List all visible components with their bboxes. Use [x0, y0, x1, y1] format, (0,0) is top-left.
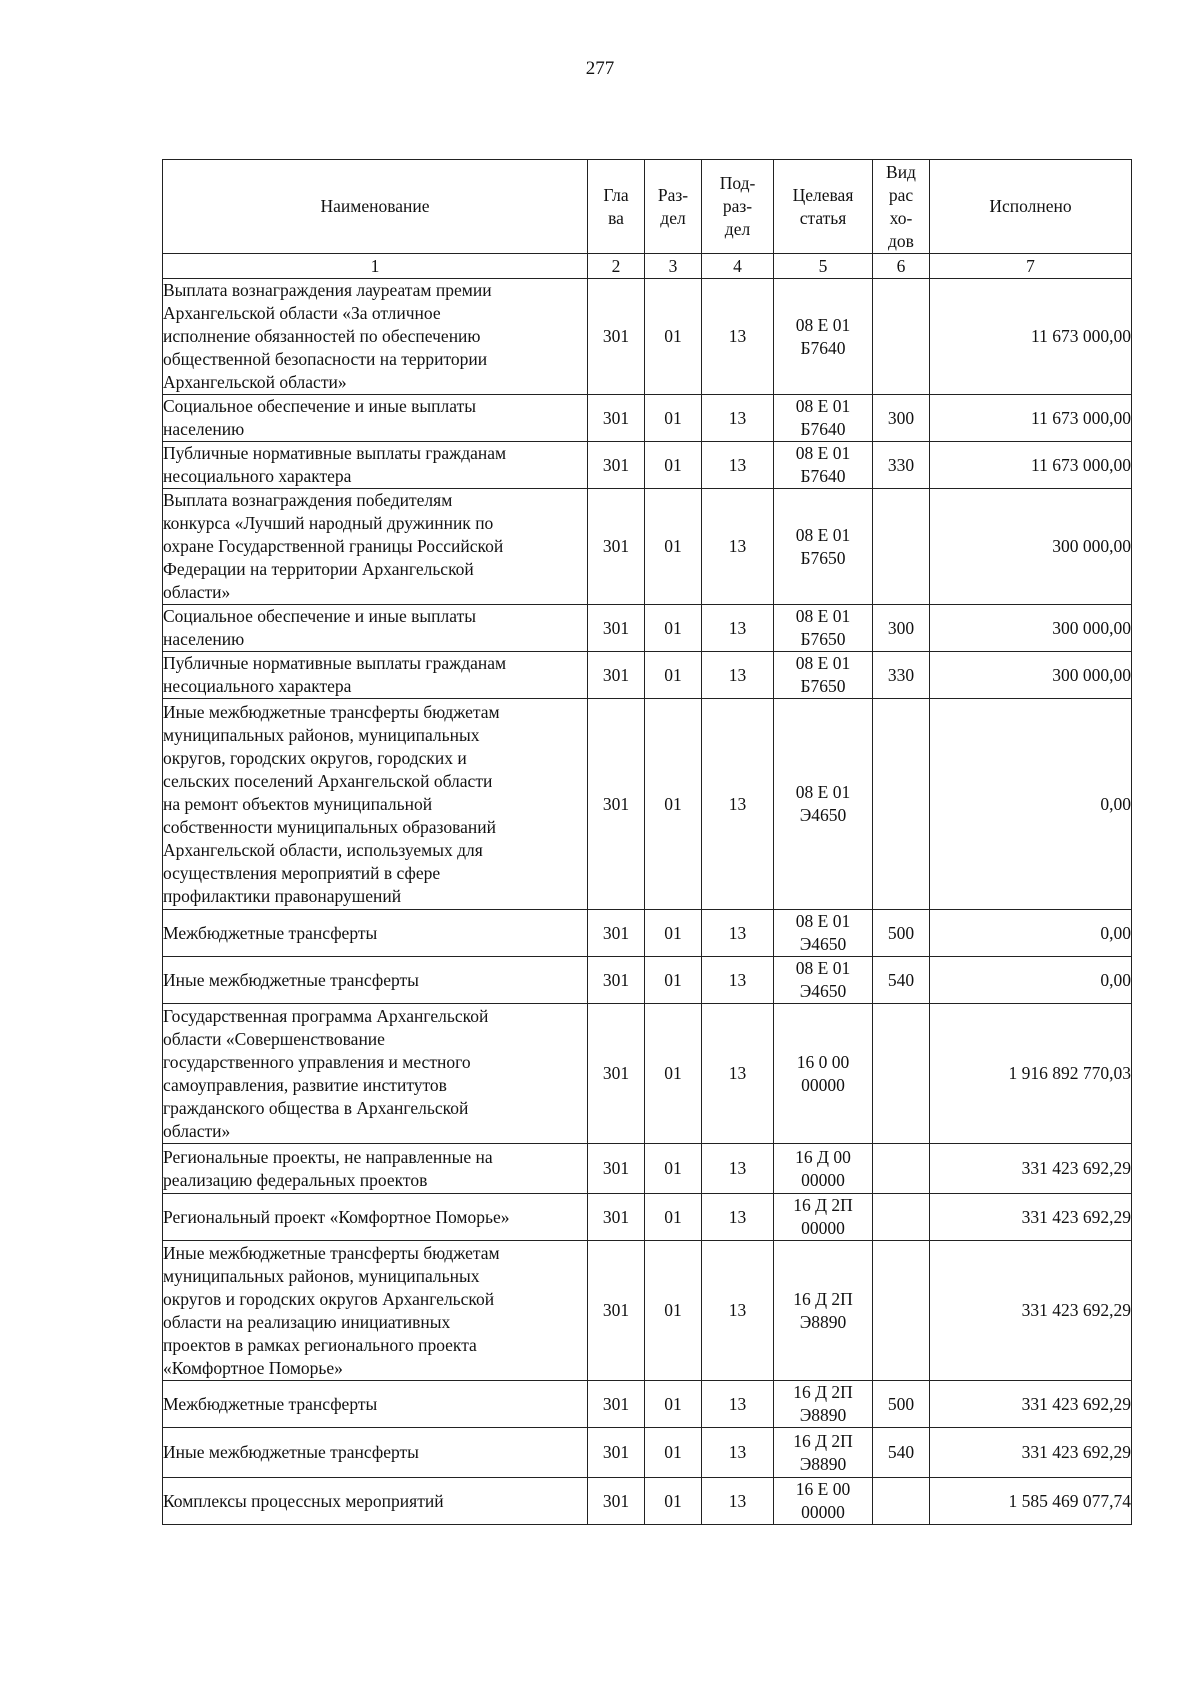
- cell-name-line: области»: [163, 1120, 231, 1141]
- cell-article: [774, 1194, 873, 1241]
- cell-name-line: области «Совершенствование: [163, 1028, 385, 1049]
- cell-podrazdel: 13: [702, 652, 774, 699]
- table-row: [163, 1381, 1132, 1428]
- cell-vid: 500: [873, 1381, 930, 1428]
- header-row: [163, 160, 1132, 254]
- cell-amount: 300 000,00: [930, 652, 1132, 699]
- cell-amount: 331 423 692,29: [930, 1194, 1132, 1241]
- cell-article: [774, 279, 873, 395]
- cell-article: [774, 395, 873, 442]
- cell-article-line: 08 Е 01: [795, 606, 851, 626]
- cell-article-line: Э8890: [799, 1453, 847, 1474]
- cell-razdel: 01: [645, 605, 702, 652]
- budget-table: [162, 159, 1132, 1525]
- cell-amount: 0,00: [930, 910, 1132, 957]
- cell-name-line: «Комфортное Поморье»: [163, 1357, 343, 1378]
- cell-podrazdel: 13: [702, 699, 774, 910]
- header-line: дов: [888, 230, 914, 251]
- cell-article-line: Б7640: [800, 419, 846, 439]
- cell-name-line: Федерации на территории Архангельской: [163, 559, 474, 579]
- cell-podrazdel: 13: [702, 605, 774, 652]
- cell-razdel: 01: [645, 279, 702, 395]
- cell-name-line: профилактики правонарушений: [163, 885, 402, 906]
- cell-vid: 500: [873, 910, 930, 957]
- cell-razdel: 01: [645, 442, 702, 489]
- cell-podrazdel: 13: [702, 1194, 774, 1241]
- cell-vid: 330: [873, 442, 930, 489]
- cell-article-line: 16 Д 2П: [793, 1195, 853, 1215]
- cell-article-line: 16 Д 00: [795, 1146, 851, 1167]
- cell-name-line: Архангельской области»: [163, 372, 347, 392]
- table-row: [163, 605, 1132, 652]
- cell-name-line: округов и городских округов Архангельской: [163, 1288, 495, 1309]
- cell-name-line: Социальное обеспечение и иные выплаты: [163, 396, 477, 416]
- page-number: 277: [585, 58, 615, 79]
- table-row: [163, 652, 1132, 699]
- cell-vid: 300: [873, 395, 930, 442]
- cell-article: [774, 910, 873, 957]
- cell-glava: 301: [588, 652, 645, 699]
- cell-name-line: общественной безопасности на территории: [163, 349, 488, 369]
- cell-amount: 331 423 692,29: [930, 1144, 1132, 1194]
- cell-razdel: 01: [645, 652, 702, 699]
- cell-article: [774, 957, 873, 1004]
- column-number: 6: [873, 254, 930, 279]
- column-number-row: [163, 254, 1132, 279]
- header-glava: [588, 160, 645, 254]
- cell-article-line: 16 0 00: [796, 1051, 850, 1072]
- cell-vid: [873, 1004, 930, 1144]
- cell-vid: [873, 279, 930, 395]
- cell-name: [163, 395, 588, 442]
- cell-name-line: Архангельской области «За отличное: [163, 303, 441, 323]
- cell-podrazdel: 13: [702, 395, 774, 442]
- cell-name-line: Архангельской области, используемых для: [163, 839, 483, 860]
- cell-article: [774, 442, 873, 489]
- cell-name-line: области на реализацию инициативных: [163, 1311, 451, 1332]
- cell-amount: 11 673 000,00: [930, 279, 1132, 395]
- cell-name: [163, 699, 588, 910]
- cell-name: [163, 1478, 588, 1525]
- table-row: [163, 1241, 1132, 1381]
- cell-glava: 301: [588, 1194, 645, 1241]
- header-line: Вид: [886, 161, 916, 182]
- cell-glava: 301: [588, 1381, 645, 1428]
- cell-article-line: Э8890: [799, 1311, 847, 1332]
- cell-vid: 330: [873, 652, 930, 699]
- cell-vid: [873, 1194, 930, 1241]
- header-line: дел: [724, 219, 751, 239]
- table-row: [163, 489, 1132, 605]
- cell-name-line: несоциального характера: [163, 676, 352, 696]
- cell-vid: [873, 1241, 930, 1381]
- cell-razdel: 01: [645, 1428, 702, 1478]
- cell-razdel: 01: [645, 395, 702, 442]
- cell-article-line: Б7640: [800, 337, 846, 358]
- cell-name: [163, 279, 588, 395]
- header-razdel: [645, 160, 702, 254]
- cell-podrazdel: 13: [702, 1478, 774, 1525]
- cell-amount: 300 000,00: [930, 605, 1132, 652]
- cell-vid: [873, 489, 930, 605]
- cell-article-line: 08 Е 01: [795, 782, 851, 802]
- cell-glava: 301: [588, 442, 645, 489]
- cell-glava: 301: [588, 279, 645, 395]
- cell-article-line: Э4650: [799, 934, 847, 954]
- cell-vid: [873, 1478, 930, 1525]
- header-line: Под-: [719, 173, 756, 193]
- cell-name-line: Региональный проект «Комфортное Поморье»: [163, 1206, 510, 1227]
- column-number: 2: [588, 254, 645, 279]
- cell-article: [774, 1144, 873, 1194]
- table-row: [163, 442, 1132, 489]
- cell-article: [774, 652, 873, 699]
- cell-glava: 301: [588, 1004, 645, 1144]
- cell-article-line: Б7650: [800, 629, 846, 649]
- header-article: [774, 160, 873, 254]
- header-line: ва: [608, 207, 624, 228]
- cell-name-line: Межбюджетные трансферты: [163, 1393, 378, 1414]
- cell-name-line: муниципальных районов, муниципальных: [163, 724, 480, 745]
- cell-podrazdel: 13: [702, 489, 774, 605]
- cell-article-line: 08 Е 01: [795, 653, 851, 673]
- cell-name: [163, 489, 588, 605]
- cell-name-line: исполнение обязанностей по обеспечению: [163, 326, 481, 346]
- cell-name: [163, 1194, 588, 1241]
- cell-amount: 11 673 000,00: [930, 395, 1132, 442]
- cell-name-line: самоуправления, развитие институтов: [163, 1074, 447, 1095]
- cell-article-line: Б7650: [800, 547, 846, 568]
- cell-article-line: 08 Е 01: [795, 314, 851, 335]
- column-number: 5: [774, 254, 873, 279]
- cell-article: [774, 699, 873, 910]
- cell-podrazdel: 13: [702, 910, 774, 957]
- cell-razdel: 01: [645, 910, 702, 957]
- cell-name-line: Выплата вознаграждения победителям: [163, 490, 453, 510]
- cell-razdel: 01: [645, 699, 702, 910]
- table-row: [163, 910, 1132, 957]
- cell-amount: 331 423 692,29: [930, 1241, 1132, 1381]
- cell-glava: 301: [588, 910, 645, 957]
- table-row: [163, 699, 1132, 910]
- cell-razdel: 01: [645, 1478, 702, 1525]
- cell-name-line: на ремонт объектов муниципальной: [163, 793, 433, 814]
- cell-article-line: 00000: [801, 1218, 845, 1238]
- cell-name: [163, 605, 588, 652]
- header-name: [163, 160, 588, 254]
- column-number: 4: [702, 254, 774, 279]
- cell-amount: 11 673 000,00: [930, 442, 1132, 489]
- header-podrazdel: [702, 160, 774, 254]
- cell-name-line: Региональные проекты, не направленные на: [163, 1146, 493, 1167]
- cell-name-line: населению: [163, 629, 245, 649]
- cell-article: [774, 605, 873, 652]
- cell-razdel: 01: [645, 1381, 702, 1428]
- header-line: Целевая: [792, 184, 854, 205]
- header-line: статья: [799, 207, 847, 228]
- cell-article-line: Э4650: [799, 805, 847, 825]
- header-line: рас: [888, 184, 914, 205]
- cell-article: [774, 1478, 873, 1525]
- cell-article-line: Э8890: [799, 1405, 847, 1425]
- cell-glava: 301: [588, 1144, 645, 1194]
- cell-razdel: 01: [645, 957, 702, 1004]
- cell-amount: 1 916 892 770,03: [930, 1004, 1132, 1144]
- cell-name-line: охране Государственной границы Российской: [163, 536, 504, 556]
- cell-amount: 1 585 469 077,74: [930, 1478, 1132, 1525]
- cell-glava: 301: [588, 1428, 645, 1478]
- cell-amount: 331 423 692,29: [930, 1428, 1132, 1478]
- table-row: [163, 1144, 1132, 1194]
- cell-article-line: 08 Е 01: [795, 524, 851, 545]
- cell-name-line: Публичные нормативные выплаты гражданам: [163, 653, 507, 673]
- cell-name-line: конкурса «Лучший народный дружинник по: [163, 513, 494, 533]
- cell-amount: 0,00: [930, 957, 1132, 1004]
- cell-amount: 300 000,00: [930, 489, 1132, 605]
- cell-vid: [873, 699, 930, 910]
- cell-glava: 301: [588, 1241, 645, 1381]
- cell-name-line: Иные межбюджетные трансферты бюджетам: [163, 1242, 500, 1263]
- cell-article-line: 00000: [801, 1074, 845, 1095]
- cell-podrazdel: 13: [702, 1144, 774, 1194]
- cell-name-line: собственности муниципальных образований: [163, 816, 496, 837]
- cell-article-line: 08 Е 01: [795, 396, 851, 416]
- cell-name-line: Иные межбюджетные трансферты: [163, 1442, 419, 1462]
- cell-name-line: несоциального характера: [163, 466, 352, 486]
- cell-article: [774, 1004, 873, 1144]
- cell-vid: 540: [873, 957, 930, 1004]
- table-row: [163, 279, 1132, 395]
- table-row: [163, 1428, 1132, 1478]
- cell-name: [163, 1381, 588, 1428]
- cell-article: [774, 489, 873, 605]
- cell-name: [163, 652, 588, 699]
- cell-article-line: 08 Е 01: [795, 443, 851, 463]
- cell-name-line: проектов в рамках регионального проекта: [163, 1334, 477, 1355]
- cell-article: [774, 1241, 873, 1381]
- header-amount: [930, 160, 1132, 254]
- cell-amount: 331 423 692,29: [930, 1381, 1132, 1428]
- cell-article-line: Б7650: [800, 676, 846, 696]
- cell-name-line: населению: [163, 419, 245, 439]
- header-line: раз-: [722, 196, 753, 216]
- cell-name: [163, 1428, 588, 1478]
- cell-name: [163, 1241, 588, 1381]
- cell-vid: 300: [873, 605, 930, 652]
- cell-name-line: Социальное обеспечение и иные выплаты: [163, 606, 477, 626]
- cell-article-line: 08 Е 01: [795, 911, 851, 931]
- table-row: [163, 1004, 1132, 1144]
- cell-glava: 301: [588, 957, 645, 1004]
- table-row: [163, 395, 1132, 442]
- cell-podrazdel: 13: [702, 957, 774, 1004]
- cell-name-line: сельских поселений Архангельской области: [163, 770, 493, 791]
- cell-name-line: осуществления мероприятий в сфере: [163, 862, 441, 883]
- cell-article-line: 16 Е 00: [795, 1479, 851, 1499]
- cell-podrazdel: 13: [702, 1241, 774, 1381]
- cell-glava: 301: [588, 1478, 645, 1525]
- cell-name-line: реализацию федеральных проектов: [163, 1169, 428, 1190]
- column-number: 1: [163, 254, 588, 279]
- cell-name-line: области»: [163, 582, 231, 602]
- cell-name: [163, 957, 588, 1004]
- cell-razdel: 01: [645, 1194, 702, 1241]
- cell-razdel: 01: [645, 489, 702, 605]
- cell-name-line: муниципальных районов, муниципальных: [163, 1265, 480, 1286]
- column-number: 3: [645, 254, 702, 279]
- header-line: Исполнено: [989, 196, 1072, 216]
- cell-name-line: округов, городских округов, городских и: [163, 747, 467, 768]
- cell-name-line: Государственная программа Архангельской: [163, 1005, 489, 1026]
- header-line: Наименование: [320, 196, 430, 216]
- table-row: [163, 957, 1132, 1004]
- cell-name-line: гражданского общества в Архангельской: [163, 1097, 469, 1118]
- cell-article-line: 08 Е 01: [795, 958, 851, 978]
- cell-glava: 301: [588, 605, 645, 652]
- cell-article-line: 16 Д 2П: [793, 1382, 853, 1402]
- cell-razdel: 01: [645, 1241, 702, 1381]
- cell-name-line: Публичные нормативные выплаты гражданам: [163, 443, 507, 463]
- table-row: [163, 1194, 1132, 1241]
- cell-podrazdel: 13: [702, 442, 774, 489]
- cell-razdel: 01: [645, 1004, 702, 1144]
- table-row: [163, 1478, 1132, 1525]
- cell-glava: 301: [588, 395, 645, 442]
- cell-vid: [873, 1144, 930, 1194]
- cell-glava: 301: [588, 699, 645, 910]
- cell-podrazdel: 13: [702, 1428, 774, 1478]
- header-line: Раз-: [657, 184, 689, 205]
- cell-name-line: Выплата вознаграждения лауреатам премии: [163, 280, 492, 300]
- column-number: 7: [930, 254, 1132, 279]
- cell-name: [163, 1004, 588, 1144]
- cell-article-line: 00000: [801, 1169, 845, 1190]
- header-line: дел: [660, 207, 686, 228]
- cell-name: [163, 442, 588, 489]
- cell-article-line: 16 Д 2П: [793, 1288, 853, 1309]
- cell-name-line: Иные межбюджетные трансферты бюджетам: [163, 701, 500, 722]
- cell-article: [774, 1381, 873, 1428]
- cell-glava: 301: [588, 489, 645, 605]
- cell-name: [163, 1144, 588, 1194]
- cell-amount: 0,00: [930, 699, 1132, 910]
- cell-article-line: Э4650: [799, 981, 847, 1001]
- header-line: хо-: [889, 207, 913, 228]
- cell-vid: 540: [873, 1428, 930, 1478]
- cell-name-line: Иные межбюджетные трансферты: [163, 969, 419, 990]
- table-body: [163, 279, 1132, 1525]
- cell-name-line: Межбюджетные трансферты: [163, 922, 378, 943]
- cell-article-line: Б7640: [800, 466, 846, 486]
- header-vid: [873, 160, 930, 254]
- cell-article-line: 16 Д 2П: [793, 1430, 853, 1451]
- cell-article: [774, 1428, 873, 1478]
- cell-podrazdel: 13: [702, 279, 774, 395]
- cell-razdel: 01: [645, 1144, 702, 1194]
- cell-article-line: 00000: [801, 1502, 845, 1522]
- cell-podrazdel: 13: [702, 1004, 774, 1144]
- cell-podrazdel: 13: [702, 1381, 774, 1428]
- cell-name-line: государственного управления и местного: [163, 1051, 471, 1072]
- cell-name-line: Комплексы процессных мероприятий: [163, 1490, 444, 1511]
- cell-name: [163, 910, 588, 957]
- header-line: Гла: [603, 184, 629, 205]
